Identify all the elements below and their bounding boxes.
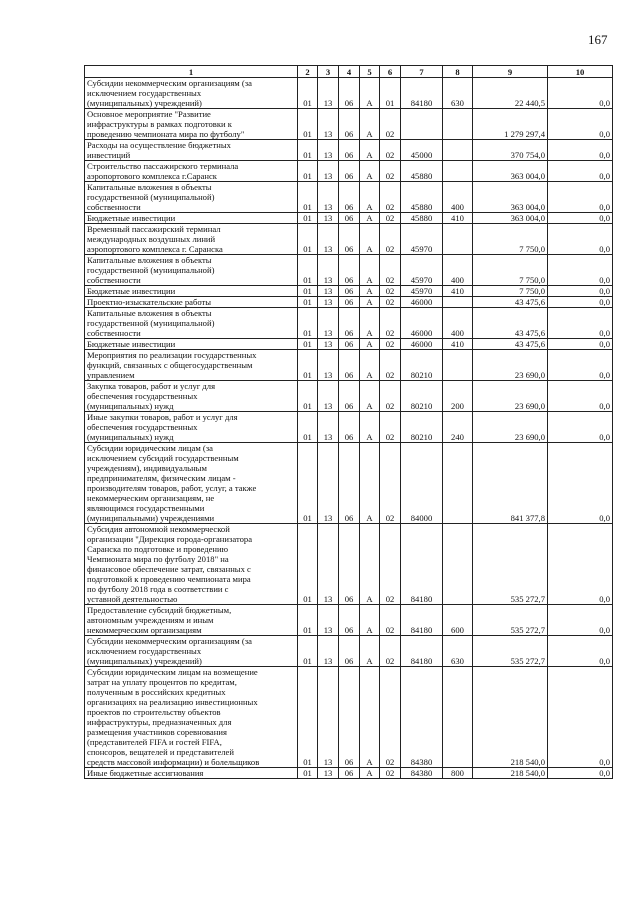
expense-type-cell: 400 — [443, 255, 473, 286]
row-name-cell: Капитальные вложения в объекты государственной (муниципальной) собственности — [85, 182, 298, 213]
amount-cell: 23 690,0 — [473, 381, 548, 412]
direction-code-cell: 84380 — [401, 768, 443, 779]
row-name-cell: Предоставление субсидий бюджетным, автономным учреждениям и иным некоммерческим организациям — [85, 605, 298, 636]
subsection-code-cell: 13 — [318, 350, 339, 381]
program-code-cell: 06 — [339, 286, 360, 297]
row-name-cell: Иные закупки товаров, работ и услуг для обеспечения государственных (муниципальных) нужд — [85, 412, 298, 443]
table-row — [85, 161, 613, 182]
program-code-cell: 06 — [339, 182, 360, 213]
table-row — [85, 308, 613, 339]
direction-code-cell: 46000 — [401, 308, 443, 339]
column-header: 7 — [401, 66, 443, 78]
amount-2-cell: 0,0 — [548, 350, 613, 381]
expense-type-cell — [443, 667, 473, 768]
expense-type-cell — [443, 350, 473, 381]
row-name-cell: Субсидии некоммерческим организациям (за исключением государственных (муниципальных) учреждений) — [85, 78, 298, 109]
subprogram-code-cell: А — [360, 339, 380, 350]
subprogram-code-cell: А — [360, 213, 380, 224]
section-code-cell: 01 — [298, 140, 318, 161]
program-code-cell: 06 — [339, 297, 360, 308]
event-code-cell: 02 — [380, 182, 401, 213]
row-name-cell: Временный пассажирский терминал международных воздушных линий аэропортового комплекса г. Саранска — [85, 224, 298, 255]
subprogram-code-cell: А — [360, 161, 380, 182]
program-code-cell: 06 — [339, 636, 360, 667]
row-name-cell: Закупка товаров, работ и услуг для обеспечения государственных (муниципальных) нужд — [85, 381, 298, 412]
amount-2-cell: 0,0 — [548, 78, 613, 109]
column-header: 2 — [298, 66, 318, 78]
direction-code-cell: 45970 — [401, 224, 443, 255]
program-code-cell: 06 — [339, 667, 360, 768]
expense-type-cell — [443, 224, 473, 255]
program-code-cell: 06 — [339, 381, 360, 412]
amount-cell: 370 754,0 — [473, 140, 548, 161]
program-code-cell: 06 — [339, 350, 360, 381]
amount-cell: 43 475,6 — [473, 339, 548, 350]
amount-cell: 23 690,0 — [473, 350, 548, 381]
section-code-cell: 01 — [298, 381, 318, 412]
subprogram-code-cell: А — [360, 109, 380, 140]
amount-2-cell: 0,0 — [548, 161, 613, 182]
direction-code-cell: 80210 — [401, 381, 443, 412]
column-header: 4 — [339, 66, 360, 78]
row-name-cell: Бюджетные инвестиции — [85, 339, 298, 350]
amount-2-cell: 0,0 — [548, 667, 613, 768]
event-code-cell: 02 — [380, 140, 401, 161]
event-code-cell: 02 — [380, 308, 401, 339]
amount-cell: 1 279 297,4 — [473, 109, 548, 140]
direction-code-cell: 84180 — [401, 524, 443, 605]
subsection-code-cell: 13 — [318, 224, 339, 255]
direction-code-cell: 84000 — [401, 443, 443, 524]
row-name-cell: Строительство пассажирского терминала аэропортового комплекса г.Саранск — [85, 161, 298, 182]
direction-code-cell: 45970 — [401, 255, 443, 286]
event-code-cell: 02 — [380, 109, 401, 140]
section-code-cell: 01 — [298, 443, 318, 524]
subsection-code-cell: 13 — [318, 524, 339, 605]
amount-cell: 7 750,0 — [473, 286, 548, 297]
amount-2-cell: 0,0 — [548, 297, 613, 308]
table-row — [85, 297, 613, 308]
subsection-code-cell: 13 — [318, 768, 339, 779]
direction-code-cell: 46000 — [401, 297, 443, 308]
amount-2-cell: 0,0 — [548, 109, 613, 140]
program-code-cell: 06 — [339, 140, 360, 161]
subsection-code-cell: 13 — [318, 605, 339, 636]
table-row — [85, 667, 613, 768]
section-code-cell: 01 — [298, 78, 318, 109]
column-header: 3 — [318, 66, 339, 78]
table-row — [85, 286, 613, 297]
event-code-cell: 02 — [380, 412, 401, 443]
section-code-cell: 01 — [298, 412, 318, 443]
expense-type-cell: 400 — [443, 182, 473, 213]
event-code-cell: 02 — [380, 213, 401, 224]
subsection-code-cell: 13 — [318, 636, 339, 667]
section-code-cell: 01 — [298, 224, 318, 255]
column-header: 5 — [360, 66, 380, 78]
table-row — [85, 224, 613, 255]
event-code-cell: 02 — [380, 605, 401, 636]
section-code-cell: 01 — [298, 213, 318, 224]
amount-2-cell: 0,0 — [548, 308, 613, 339]
event-code-cell: 02 — [380, 339, 401, 350]
event-code-cell: 02 — [380, 286, 401, 297]
subprogram-code-cell: А — [360, 443, 380, 524]
amount-2-cell: 0,0 — [548, 381, 613, 412]
subprogram-code-cell: А — [360, 286, 380, 297]
subsection-code-cell: 13 — [318, 161, 339, 182]
direction-code-cell: 46000 — [401, 339, 443, 350]
amount-cell: 535 272,7 — [473, 636, 548, 667]
column-header: 1 — [85, 66, 298, 78]
table-row — [85, 140, 613, 161]
subsection-code-cell: 13 — [318, 443, 339, 524]
table-row — [85, 78, 613, 109]
amount-2-cell: 0,0 — [548, 213, 613, 224]
direction-code-cell: 80210 — [401, 350, 443, 381]
subprogram-code-cell: А — [360, 297, 380, 308]
event-code-cell: 01 — [380, 78, 401, 109]
budget-table — [84, 65, 613, 779]
expense-type-cell — [443, 161, 473, 182]
subsection-code-cell: 13 — [318, 213, 339, 224]
table-row — [85, 213, 613, 224]
amount-2-cell: 0,0 — [548, 339, 613, 350]
subprogram-code-cell: А — [360, 255, 380, 286]
table-row — [85, 339, 613, 350]
section-code-cell: 01 — [298, 297, 318, 308]
expense-type-cell — [443, 443, 473, 524]
amount-cell: 363 004,0 — [473, 213, 548, 224]
table-row — [85, 109, 613, 140]
table-row — [85, 524, 613, 605]
event-code-cell: 02 — [380, 667, 401, 768]
subsection-code-cell: 13 — [318, 78, 339, 109]
program-code-cell: 06 — [339, 524, 360, 605]
subprogram-code-cell: А — [360, 78, 380, 109]
direction-code-cell: 84180 — [401, 605, 443, 636]
direction-code-cell: 84380 — [401, 667, 443, 768]
program-code-cell: 06 — [339, 443, 360, 524]
section-code-cell: 01 — [298, 339, 318, 350]
row-name-cell: Субсидии некоммерческим организациям (за исключением государственных (муниципальных) учреждений) — [85, 636, 298, 667]
row-name-cell: Субсидии юридическим лицам (за исключением субсидий государственным учреждениям), индивидуальным предпринимателям, физическим лицам - производителям товаров, работ, услуг, а также некоммерческим организациям, не являющимся государственными (муниципальными) учреждениями — [85, 443, 298, 524]
expense-type-cell: 630 — [443, 636, 473, 667]
amount-cell: 218 540,0 — [473, 768, 548, 779]
amount-cell: 218 540,0 — [473, 667, 548, 768]
amount-2-cell: 0,0 — [548, 524, 613, 605]
expense-type-cell: 410 — [443, 339, 473, 350]
event-code-cell: 02 — [380, 255, 401, 286]
amount-cell: 22 440,5 — [473, 78, 548, 109]
expense-type-cell — [443, 297, 473, 308]
amount-2-cell: 0,0 — [548, 768, 613, 779]
subsection-code-cell: 13 — [318, 182, 339, 213]
program-code-cell: 06 — [339, 213, 360, 224]
event-code-cell: 02 — [380, 524, 401, 605]
amount-cell: 841 377,8 — [473, 443, 548, 524]
subsection-code-cell: 13 — [318, 381, 339, 412]
section-code-cell: 01 — [298, 524, 318, 605]
event-code-cell: 02 — [380, 768, 401, 779]
program-code-cell: 06 — [339, 78, 360, 109]
section-code-cell: 01 — [298, 605, 318, 636]
subprogram-code-cell: А — [360, 667, 380, 768]
direction-code-cell: 45880 — [401, 161, 443, 182]
table-row — [85, 381, 613, 412]
section-code-cell: 01 — [298, 768, 318, 779]
program-code-cell: 06 — [339, 224, 360, 255]
program-code-cell: 06 — [339, 308, 360, 339]
amount-cell: 23 690,0 — [473, 412, 548, 443]
subsection-code-cell: 13 — [318, 339, 339, 350]
section-code-cell: 01 — [298, 636, 318, 667]
amount-2-cell: 0,0 — [548, 605, 613, 636]
program-code-cell: 06 — [339, 255, 360, 286]
subprogram-code-cell: А — [360, 412, 380, 443]
program-code-cell: 06 — [339, 768, 360, 779]
table-row — [85, 768, 613, 779]
section-code-cell: 01 — [298, 109, 318, 140]
amount-cell: 535 272,7 — [473, 605, 548, 636]
subprogram-code-cell: А — [360, 636, 380, 667]
section-code-cell: 01 — [298, 161, 318, 182]
expense-type-cell: 410 — [443, 213, 473, 224]
section-code-cell: 01 — [298, 182, 318, 213]
row-name-cell: Субсидии юридическим лицам на возмещение затрат на уплату процентов по кредитам, полученным в российских кредитных организациях на реализацию инвестиционных проектов по строительству объектов инфраструктуры, предназначенных для размещения участников соревнования (представителей FIFA и гостей FIFA, спонсоров, вещателей и представителей средств массовой информации) и болельщиков — [85, 667, 298, 768]
section-code-cell: 01 — [298, 286, 318, 297]
section-code-cell: 01 — [298, 350, 318, 381]
column-header: 9 — [473, 66, 548, 78]
row-name-cell: Мероприятия по реализации государственных функций, связанных с общегосударственным управлением — [85, 350, 298, 381]
program-code-cell: 06 — [339, 109, 360, 140]
subsection-code-cell: 13 — [318, 297, 339, 308]
subsection-code-cell: 13 — [318, 140, 339, 161]
amount-cell: 535 272,7 — [473, 524, 548, 605]
subprogram-code-cell: А — [360, 308, 380, 339]
amount-cell: 363 004,0 — [473, 182, 548, 213]
expense-type-cell: 240 — [443, 412, 473, 443]
amount-2-cell: 0,0 — [548, 412, 613, 443]
program-code-cell: 06 — [339, 412, 360, 443]
table-row — [85, 636, 613, 667]
expense-type-cell: 630 — [443, 78, 473, 109]
direction-code-cell: 45880 — [401, 213, 443, 224]
amount-2-cell: 0,0 — [548, 443, 613, 524]
subprogram-code-cell: А — [360, 524, 380, 605]
subsection-code-cell: 13 — [318, 412, 339, 443]
subsection-code-cell: 13 — [318, 667, 339, 768]
table-row — [85, 605, 613, 636]
table-row — [85, 443, 613, 524]
amount-cell: 7 750,0 — [473, 255, 548, 286]
row-name-cell: Капитальные вложения в объекты государственной (муниципальной) собственности — [85, 255, 298, 286]
direction-code-cell: 80210 — [401, 412, 443, 443]
amount-2-cell: 0,0 — [548, 255, 613, 286]
event-code-cell: 02 — [380, 161, 401, 182]
subsection-code-cell: 13 — [318, 308, 339, 339]
amount-2-cell: 0,0 — [548, 224, 613, 255]
row-name-cell: Капитальные вложения в объекты государственной (муниципальной) собственности — [85, 308, 298, 339]
direction-code-cell: 45880 — [401, 182, 443, 213]
direction-code-cell: 84180 — [401, 78, 443, 109]
expense-type-cell: 410 — [443, 286, 473, 297]
expense-type-cell: 400 — [443, 308, 473, 339]
row-name-cell: Бюджетные инвестиции — [85, 213, 298, 224]
amount-2-cell: 0,0 — [548, 140, 613, 161]
expense-type-cell — [443, 140, 473, 161]
page-number: 167 — [588, 32, 608, 47]
row-name-cell: Бюджетные инвестиции — [85, 286, 298, 297]
event-code-cell: 02 — [380, 224, 401, 255]
expense-type-cell — [443, 524, 473, 605]
subsection-code-cell: 13 — [318, 255, 339, 286]
expense-type-cell: 800 — [443, 768, 473, 779]
direction-code-cell: 45970 — [401, 286, 443, 297]
row-name-cell: Основное мероприятие "Развитие инфраструктуры в рамках подготовки к проведению чемпионата мира по футболу" — [85, 109, 298, 140]
amount-cell: 43 475,6 — [473, 297, 548, 308]
expense-type-cell: 200 — [443, 381, 473, 412]
subprogram-code-cell: А — [360, 768, 380, 779]
column-header: 6 — [380, 66, 401, 78]
amount-cell: 363 004,0 — [473, 161, 548, 182]
subprogram-code-cell: А — [360, 605, 380, 636]
subsection-code-cell: 13 — [318, 109, 339, 140]
amount-cell: 43 475,6 — [473, 308, 548, 339]
subsection-code-cell: 13 — [318, 286, 339, 297]
section-code-cell: 01 — [298, 255, 318, 286]
row-name-cell: Расходы на осуществление бюджетных инвестиций — [85, 140, 298, 161]
table-row — [85, 412, 613, 443]
section-code-cell: 01 — [298, 667, 318, 768]
amount-2-cell: 0,0 — [548, 286, 613, 297]
subprogram-code-cell: А — [360, 350, 380, 381]
row-name-cell: Субсидия автономной некоммерческой организации "Дирекция города-организатора Саранска по подготовке и проведению Чемпионата мира по футболу 2018" на финансовое обеспечение затрат, связанных с подготовкой к проведению чемпионата мира по футболу 2018 года в соответствии с уставной деятельностью — [85, 524, 298, 605]
program-code-cell: 06 — [339, 605, 360, 636]
event-code-cell: 02 — [380, 636, 401, 667]
expense-type-cell — [443, 109, 473, 140]
row-name-cell: Иные бюджетные ассигнования — [85, 768, 298, 779]
column-header: 8 — [443, 66, 473, 78]
event-code-cell: 02 — [380, 381, 401, 412]
direction-code-cell: 45000 — [401, 140, 443, 161]
row-name-cell: Проектно-изыскательские работы — [85, 297, 298, 308]
subprogram-code-cell: А — [360, 140, 380, 161]
direction-code-cell: 84180 — [401, 636, 443, 667]
direction-code-cell — [401, 109, 443, 140]
subprogram-code-cell: А — [360, 381, 380, 412]
table-header-row — [85, 66, 613, 78]
expense-type-cell: 600 — [443, 605, 473, 636]
amount-2-cell: 0,0 — [548, 182, 613, 213]
event-code-cell: 02 — [380, 350, 401, 381]
event-code-cell: 02 — [380, 297, 401, 308]
amount-2-cell: 0,0 — [548, 636, 613, 667]
section-code-cell: 01 — [298, 308, 318, 339]
table-row — [85, 182, 613, 213]
event-code-cell: 02 — [380, 443, 401, 524]
amount-cell: 7 750,0 — [473, 224, 548, 255]
program-code-cell: 06 — [339, 339, 360, 350]
subprogram-code-cell: А — [360, 182, 380, 213]
table-row — [85, 255, 613, 286]
subprogram-code-cell: А — [360, 224, 380, 255]
column-header: 10 — [548, 66, 613, 78]
table-row — [85, 350, 613, 381]
program-code-cell: 06 — [339, 161, 360, 182]
